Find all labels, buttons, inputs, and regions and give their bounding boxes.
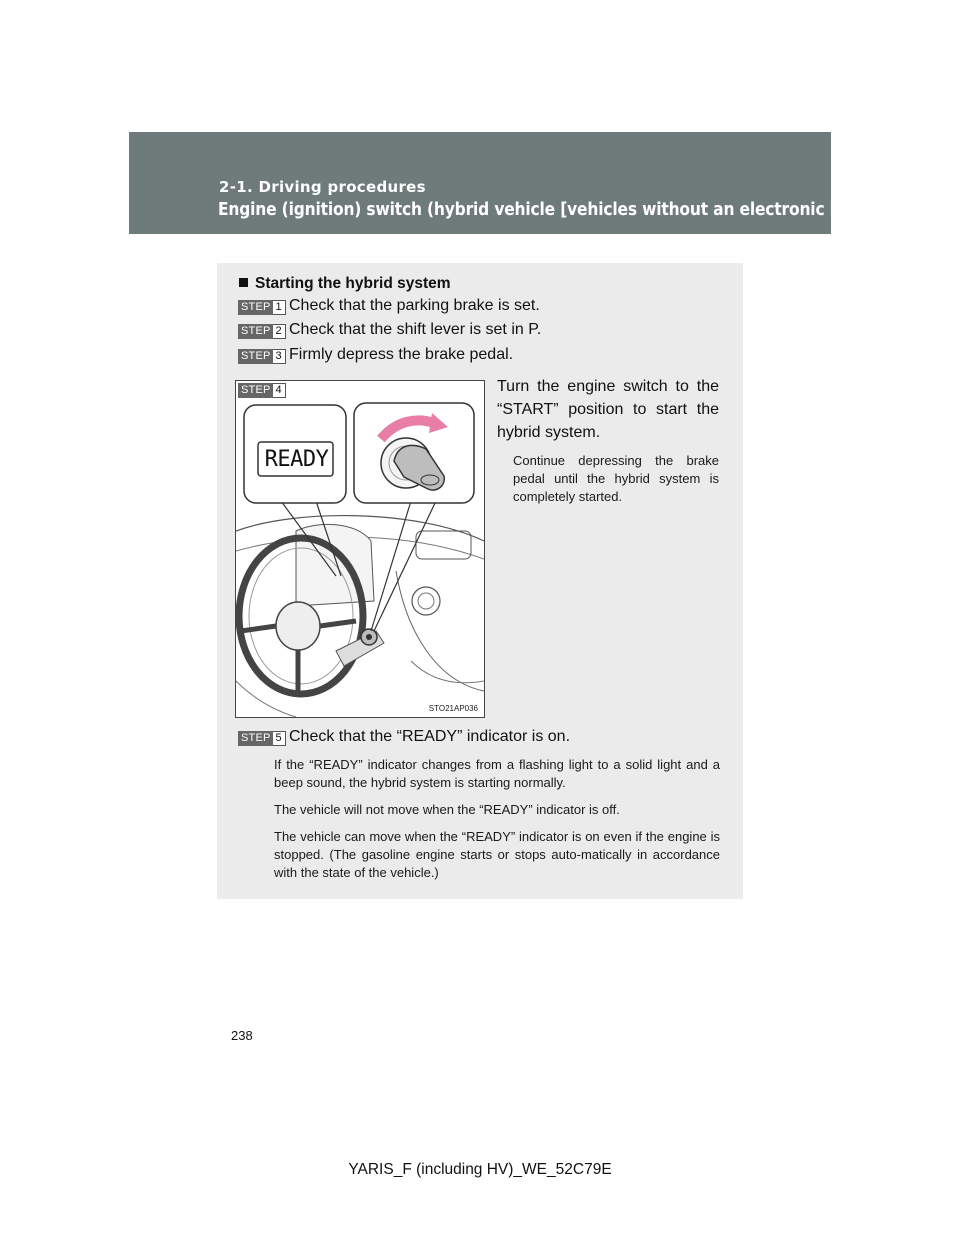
footer-doc-id: YARIS_F (including HV)_WE_52C79E <box>348 1161 612 1178</box>
step-badge-4: STEP 4 <box>238 383 286 398</box>
step-5-text: Check that the “READY” indicator is on. <box>289 728 571 745</box>
step-badge-2: STEP 2 <box>238 324 286 339</box>
step-4-text: Turn the engine switch to the “START” position to start the hybrid system. <box>497 378 719 441</box>
step-4-note: Continue depressing the brake pedal until the hybrid system is completely started. <box>513 453 719 504</box>
ignition-illustration <box>235 380 485 718</box>
subheading <box>239 275 451 293</box>
page-number: 238 <box>231 1028 253 1043</box>
step-badge-1: STEP 1 <box>238 300 286 315</box>
note-paragraph: If the “READY” indicator changes from a flashing light to a solid light and a beep sound, the hybrid system is starting normally. <box>274 757 720 790</box>
note-paragraph: The vehicle can move when the “READY” indicator is on even if the engine is stopped. (The gasoline engine starts or stops auto-matically in accordance with the state of the vehicle.) <box>274 829 720 880</box>
dashboard-drawing <box>236 381 484 717</box>
subheading-text: Starting the hybrid system <box>255 275 451 292</box>
square-bullet-icon <box>239 278 248 287</box>
step-1-text: Check that the parking brake is set. <box>289 297 540 314</box>
ready-indicator-label: READY <box>264 447 329 472</box>
step-badge-3: STEP 3 <box>238 349 286 364</box>
section-label: 2-1. Driving procedures <box>219 178 426 196</box>
page-title: Engine (ignition) switch (hybrid vehicle [vehicles without an electronic key]) <box>218 199 874 220</box>
step-2-text: Check that the shift lever is set in P. <box>289 321 542 338</box>
note-paragraph: The vehicle will not move when the “READY” indicator is off. <box>274 802 620 817</box>
step-badge-5: STEP 5 <box>238 731 286 746</box>
step-3-text: Firmly depress the brake pedal. <box>289 346 514 363</box>
figure-code: STO21AP036 <box>428 704 478 713</box>
